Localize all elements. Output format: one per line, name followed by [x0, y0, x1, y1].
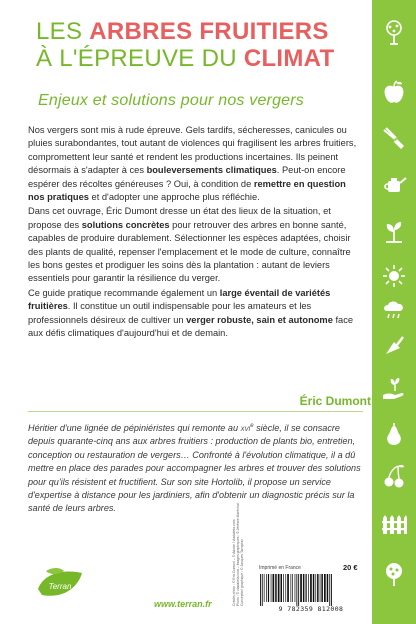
barcode-bar	[321, 574, 323, 602]
trowel-icon	[380, 332, 408, 360]
blurb-paragraph	[28, 287, 363, 341]
barcode-bar	[273, 574, 275, 602]
barcode-bar	[271, 574, 272, 602]
watering-can-icon	[380, 170, 408, 198]
pruning-shears-icon	[380, 124, 408, 152]
barcode-bar	[327, 574, 329, 602]
text: siècle, il se consacre depuis quarante-cinq ans aux arbres fruitiers : production de plants bio, entretien, conception ou restauration de vergers… Confronté à l'évolution climatique, il a dû mettre en place des parades pour accompagner les arbres et trouver des solutions pour qu'ils résistent et fructifient. Sur son site Hortolib, il propose un service d'expertise à distance pour les jardiniers, afin d'obtenir un diagnostic précis sur la santé de leurs arbres.	[28, 423, 361, 514]
credit-line: Crédits photo : © Eric Dumont – © Adobe / vladakela.com	[232, 519, 236, 606]
text: et d'adopter une approche plus réfléchie.	[88, 192, 260, 203]
title-line-1	[36, 18, 366, 45]
title-line-2	[36, 45, 366, 72]
blurb	[28, 124, 363, 342]
barcode-bar	[300, 574, 302, 602]
publisher-name: Terran	[48, 582, 72, 591]
sun-icon	[380, 262, 408, 290]
barcode-bar	[291, 574, 292, 602]
leaf-logo-icon	[34, 565, 86, 605]
barcode-bar	[262, 574, 263, 606]
barcode-bar	[268, 574, 269, 602]
text: face aux défis climatiques d'aujourd'hui et de demain.	[28, 314, 354, 339]
text: pour retrouver des arbres en bonne santé, capables de produire durablement. Sélectionner les espèces adaptées, choisir des plants de qualité, repenser l'emplacement et le mode de culture, connaître les bons gestes et prodiguer les soins dès la plantation : autant de leviers essentiels pour garantir la résilience du verger.	[28, 219, 351, 284]
blurb-paragraph	[28, 124, 363, 204]
barcode-bar	[320, 574, 321, 602]
text: Ce guide pratique recommande également un	[28, 287, 220, 298]
barcode-bar	[310, 574, 312, 602]
bold-text: verger robuste, sain et autonome	[186, 314, 333, 325]
barcode-bar	[303, 574, 305, 602]
credit-line: Conception graphique : © Jacques Tarrajean	[240, 538, 244, 606]
barcode-bar	[285, 574, 286, 602]
text: Héritier d'une lignée de pépiniéristes qui remonte au	[28, 423, 241, 434]
publisher-website[interactable]: www.terran.fr	[154, 599, 212, 609]
sprout-icon	[380, 218, 408, 246]
credit-line: Photo : © vladakela.com – Images graphiques : © Jérémie Maréchal	[236, 503, 240, 606]
barcode-bar	[331, 574, 332, 606]
blurb-paragraph	[28, 205, 363, 285]
hand-seedling-icon	[380, 375, 408, 403]
fruit-tree-icon	[380, 560, 408, 588]
century-numeral: xvi	[240, 423, 251, 434]
barcode	[258, 574, 364, 606]
bold-text: solutions concrètes	[81, 219, 170, 230]
barcode-bar	[296, 574, 297, 606]
book-subtitle: Enjeux et solutions pour nos vergers	[38, 92, 305, 109]
barcode-bar	[298, 574, 299, 606]
title-text: À L'ÉPREUVE DU	[36, 45, 244, 72]
barcode-bar	[283, 574, 284, 602]
barcode-bar	[260, 574, 261, 606]
publisher-logo	[34, 565, 86, 605]
cherry-icon	[380, 462, 408, 490]
fence-icon	[380, 510, 408, 538]
pear-icon	[380, 420, 408, 448]
barcode-bar	[329, 574, 330, 606]
bold-text: bouleversements climatiques	[146, 165, 277, 176]
barcode-bar	[308, 574, 309, 602]
printed-in: Imprimé en France	[259, 565, 301, 571]
barcode-bar	[324, 574, 326, 602]
tree-icon	[380, 18, 408, 46]
barcode-bar	[287, 574, 289, 602]
barcode-bar	[281, 574, 283, 602]
author-bio	[28, 420, 363, 516]
text: Dans cet ouvrage, Éric Dumont dresse un état des lieux de la situation, et propose des	[28, 206, 331, 230]
text: . Peut-on encore espérer des récoltes généreuses ? Oui, à condition de	[28, 165, 346, 189]
bold-text: remettre en question nos pratiques	[28, 178, 346, 203]
isbn-number: 9 782359 812008	[278, 605, 344, 613]
title-highlight: ARBRES FRUITIERS	[89, 18, 329, 45]
bold-text: large éventail de variétés fruitières	[28, 287, 331, 312]
cloud-rain-icon	[380, 296, 408, 324]
text: Nos vergers sont mis à rude épreuve. Gels tardifs, sécheresses, canicules ou pluies surabondantes, tout autant de violences qui fragilisent les arbres fruitiers, compromettent leur santé et rendent les productions incertaines. Ils peinent désormais à s'adapter à ces	[28, 125, 357, 176]
icon-sidebar	[372, 0, 416, 624]
apple-icon	[380, 78, 408, 106]
book-title	[36, 18, 366, 72]
barcode-bar	[306, 574, 307, 602]
barcode-bar	[266, 574, 267, 602]
barcode-bar	[315, 574, 316, 602]
text: . Il constitue un outil indispensable pour les amateurs et les professionnels désireux de cultiver un	[28, 301, 312, 325]
barcode-bar	[313, 574, 315, 602]
barcode-bar	[275, 574, 277, 602]
title-text: LES	[36, 18, 90, 45]
superscript: e	[250, 423, 254, 429]
barcode-bar	[292, 574, 293, 602]
barcode-bar	[278, 574, 280, 602]
title-highlight: CLIMAT	[243, 45, 335, 72]
price: 20 €	[343, 563, 358, 572]
barcode-bar	[317, 574, 319, 602]
barcode-bar	[264, 574, 265, 602]
author-name: Éric Dumont	[250, 394, 371, 408]
barcode-bar	[295, 574, 296, 602]
section-divider	[28, 411, 363, 412]
